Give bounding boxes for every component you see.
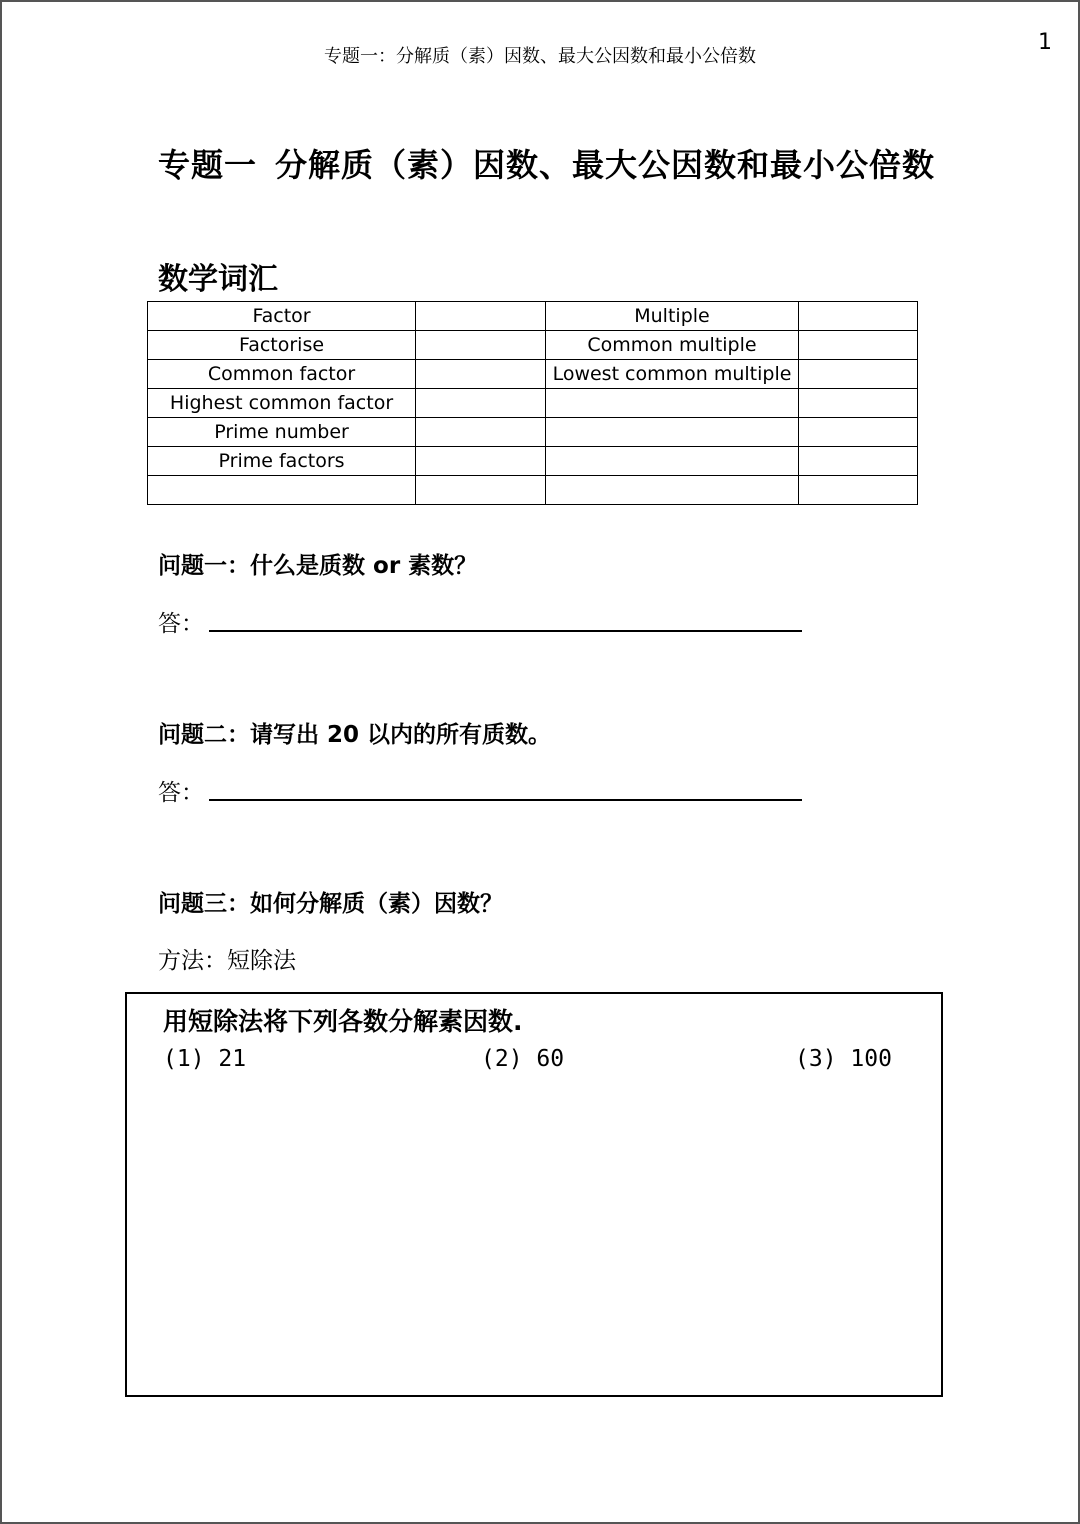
- exercise-box: [125, 992, 943, 1397]
- vocab-answer-cell[interactable]: [416, 360, 546, 389]
- vocab-term: [546, 418, 798, 447]
- question-1-text-or: or: [373, 553, 401, 579]
- method-label: 方法：短除法: [158, 948, 296, 974]
- question-2: [158, 716, 551, 749]
- vocab-answer-cell[interactable]: [798, 360, 917, 389]
- vocab-term: Common factor: [148, 360, 416, 389]
- answer-2-label: 答：: [158, 780, 204, 806]
- question-2-text-end: 以内的所有质数。: [359, 721, 552, 748]
- table-row: [148, 447, 918, 476]
- vocab-answer-cell[interactable]: [798, 331, 917, 360]
- answer-1-line[interactable]: [209, 630, 802, 632]
- exercise-item-1: (1) 21: [163, 1046, 247, 1072]
- vocab-term: [148, 476, 416, 505]
- vocab-term: Highest common factor: [148, 389, 416, 418]
- vocab-answer-cell[interactable]: [798, 447, 917, 476]
- question-1-text-end: 素数？: [400, 552, 478, 579]
- vocabulary-heading: 数学词汇: [158, 262, 278, 297]
- answer-1-label: 答：: [158, 611, 204, 637]
- table-row: [148, 302, 918, 331]
- vocab-answer-cell[interactable]: [416, 418, 546, 447]
- question-2-number: 20: [327, 722, 360, 748]
- exercise-instruction: 用短除法将下列各数分解素因数.: [163, 1007, 523, 1036]
- vocab-answer-cell[interactable]: [798, 418, 917, 447]
- table-row: [148, 360, 918, 389]
- title-main: 分解质（素）因数、最大公因数和最小公倍数: [275, 146, 936, 184]
- title-prefix: 专题一: [158, 146, 258, 184]
- vocab-term: Multiple: [546, 302, 798, 331]
- question-1: [158, 547, 477, 580]
- vocab-answer-cell[interactable]: [798, 389, 917, 418]
- vocab-answer-cell[interactable]: [416, 331, 546, 360]
- vocab-term: Prime factors: [148, 447, 416, 476]
- vocab-term: Factorise: [148, 331, 416, 360]
- vocab-answer-cell[interactable]: [416, 447, 546, 476]
- vocab-term: Lowest common multiple: [546, 360, 798, 389]
- answer-2-line[interactable]: [209, 799, 802, 801]
- vocab-answer-cell[interactable]: [798, 302, 917, 331]
- exercise-item-2: (2) 60: [481, 1046, 565, 1072]
- running-header: 专题一：分解质（素）因数、最大公因数和最小公倍数: [324, 46, 756, 67]
- question-2-text: 问题二：请写出: [158, 721, 328, 748]
- question-3: 问题三：如何分解质（素）因数？: [158, 890, 503, 917]
- vocab-term: Prime number: [148, 418, 416, 447]
- table-row: [148, 476, 918, 505]
- table-row: [148, 331, 918, 360]
- vocab-term: Common multiple: [546, 331, 798, 360]
- vocab-term: [546, 389, 798, 418]
- vocab-answer-cell[interactable]: [416, 302, 546, 331]
- question-1-text: 问题一：什么是质数: [158, 552, 374, 579]
- exercise-item-3: (3) 100: [795, 1046, 892, 1072]
- vocab-answer-cell[interactable]: [798, 476, 917, 505]
- vocabulary-table: [147, 301, 918, 505]
- vocab-term: [546, 447, 798, 476]
- table-row: [148, 418, 918, 447]
- page-title: [158, 140, 935, 186]
- vocab-term: Factor: [148, 302, 416, 331]
- table-row: [148, 389, 918, 418]
- vocab-answer-cell[interactable]: [416, 476, 546, 505]
- vocab-answer-cell[interactable]: [416, 389, 546, 418]
- vocab-term: [546, 476, 798, 505]
- page-number: 1: [1038, 30, 1052, 55]
